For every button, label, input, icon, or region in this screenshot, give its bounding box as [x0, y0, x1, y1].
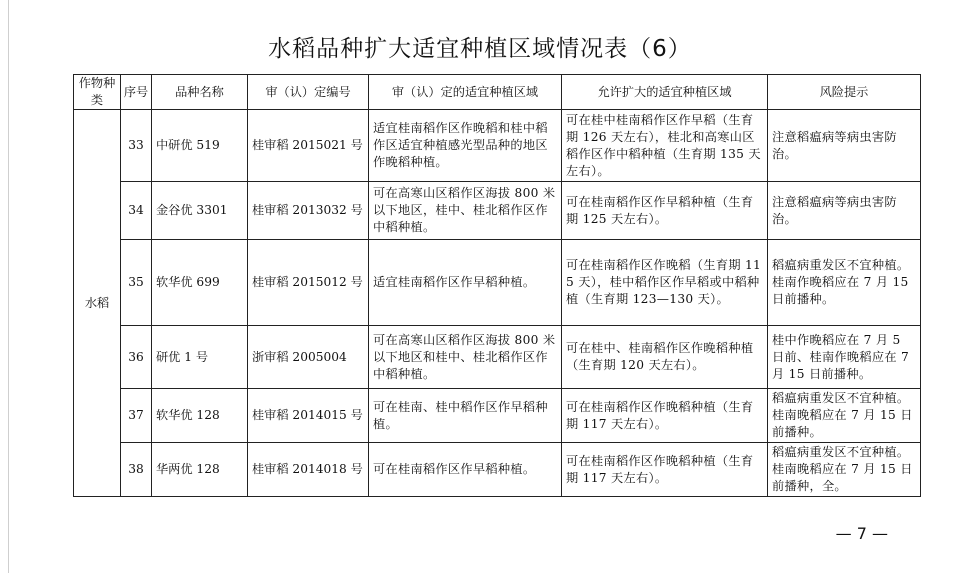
seq-cell: 33 — [121, 110, 152, 182]
ext-cell: 可在桂南稻作区作早稻种植（生育期 125 天左右）。 — [562, 182, 768, 240]
risk-cell: 桂中作晚稻应在 7 月 5 日前、桂南作晚稻应在 7 月 15 日前播种。 — [768, 326, 921, 389]
risk-cell: 稻瘟病重发区不宜种植。桂南晚稻应在 7 月 15 日前播种。 — [768, 389, 921, 443]
table-row — [74, 326, 921, 389]
table-row — [74, 110, 921, 182]
suit-cell: 可在高寒山区稻作区海拔 800 米以下地区和桂中、桂北稻作区作中稻种植。 — [369, 326, 562, 389]
page-number: — 7 — — [835, 524, 888, 543]
ext-cell: 可在桂南稻作区作晚稻种植（生育期 117 天左右）。 — [562, 389, 768, 443]
header-risk: 风险提示 — [768, 75, 921, 110]
header-reg: 审（认）定编号 — [248, 75, 369, 110]
ext-cell: 可在桂中、桂南稻作区作晚稻种植（生育期 120 天左右）。 — [562, 326, 768, 389]
name-cell: 研优 1 号 — [152, 326, 248, 389]
header-crop: 作物种类 — [74, 75, 121, 110]
name-cell: 软华优 699 — [152, 240, 248, 326]
ext-cell: 可在桂南稻作区作晚稻种植（生育期 117 天左右）。 — [562, 443, 768, 497]
name-cell: 中研优 519 — [152, 110, 248, 182]
suit-cell: 可在桂南稻作区作早稻种植。 — [369, 443, 562, 497]
page-edge — [8, 0, 9, 573]
page-title: 水稻品种扩大适宜种植区域情况表（6） — [268, 36, 692, 62]
crop-cell: 水稻 — [74, 110, 121, 497]
header-row — [74, 75, 921, 110]
seq-cell: 34 — [121, 182, 152, 240]
table-row — [74, 240, 921, 326]
reg-cell: 桂审稻 2015021 号 — [248, 110, 369, 182]
reg-cell: 桂审稻 2014018 号 — [248, 443, 369, 497]
seq-cell: 35 — [121, 240, 152, 326]
name-cell: 华两优 128 — [152, 443, 248, 497]
ext-cell: 可在桂南稻作区作晚稻（生育期 115 天），桂中稻作区作早稻或中稻种植（生育期 123—130 天）。 — [562, 240, 768, 326]
reg-cell: 桂审稻 2015012 号 — [248, 240, 369, 326]
seq-cell: 38 — [121, 443, 152, 497]
reg-cell: 桂审稻 2014015 号 — [248, 389, 369, 443]
risk-cell: 注意稻瘟病等病虫害防治。 — [768, 182, 921, 240]
risk-cell: 稻瘟病重发区不宜种植。桂南作晚稻应在 7 月 15 日前播种。 — [768, 240, 921, 326]
header-name: 品种名称 — [152, 75, 248, 110]
table-row — [74, 389, 921, 443]
seq-cell: 36 — [121, 326, 152, 389]
table-row — [74, 443, 921, 497]
suit-cell: 可在桂南、桂中稻作区作早稻种植。 — [369, 389, 562, 443]
name-cell: 软华优 128 — [152, 389, 248, 443]
suit-cell: 适宜桂南稻作区作早稻种植。 — [369, 240, 562, 326]
header-ext: 允许扩大的适宜种植区域 — [562, 75, 768, 110]
risk-cell: 注意稻瘟病等病虫害防治。 — [768, 110, 921, 182]
header-seq: 序号 — [121, 75, 152, 110]
reg-cell: 桂审稻 2013032 号 — [248, 182, 369, 240]
name-cell: 金谷优 3301 — [152, 182, 248, 240]
table-row — [74, 182, 921, 240]
suit-cell: 适宜桂南稻作区作晚稻和桂中稻作区适宜种植感光型品种的地区作晚稻种植。 — [369, 110, 562, 182]
header-suit: 审（认）定的适宜种植区域 — [369, 75, 562, 110]
varieties-table — [73, 74, 921, 497]
ext-cell: 可在桂中桂南稻作区作早稻（生育期 126 天左右），桂北和高寒山区稻作区作中稻种植（生育期 135 天左右）。 — [562, 110, 768, 182]
risk-cell: 稻瘟病重发区不宜种植。桂南晚稻应在 7 月 15 日前播种，全。 — [768, 443, 921, 497]
seq-cell: 37 — [121, 389, 152, 443]
reg-cell: 浙审稻 2005004 — [248, 326, 369, 389]
suit-cell: 可在高寒山区稻作区海拔 800 米以下地区，桂中、桂北稻作区作中稻种植。 — [369, 182, 562, 240]
